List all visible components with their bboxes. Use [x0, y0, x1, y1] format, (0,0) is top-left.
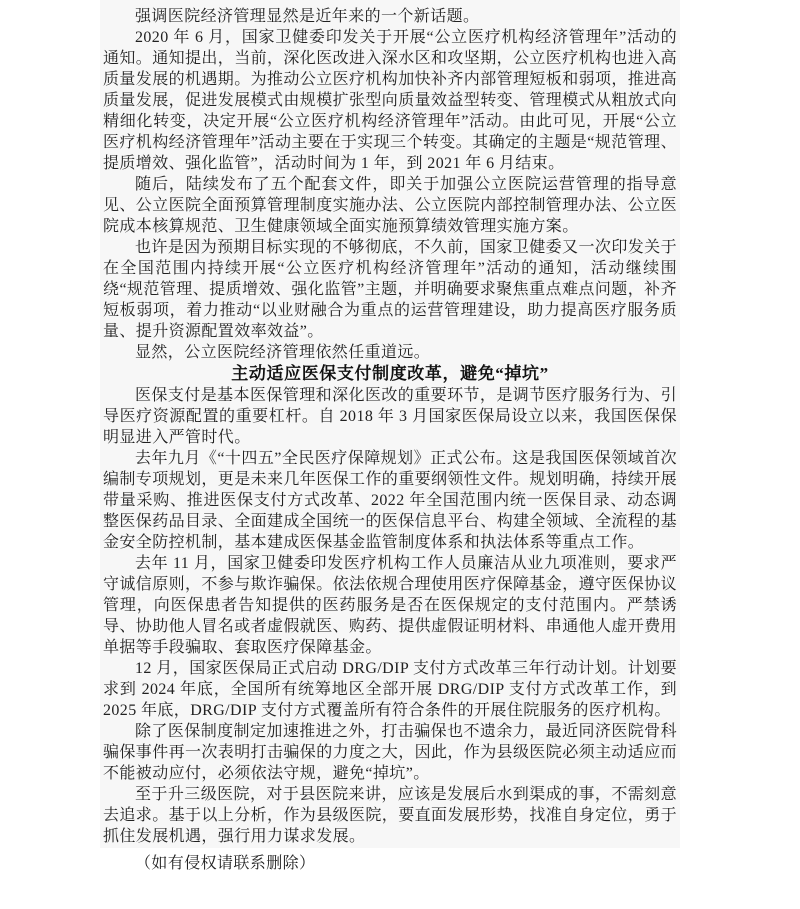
paragraph: 12 月，国家医保局正式启动 DRG/DIP 支付方式改革三年行动计划。计划要求到 2024 年底，全国所有统筹地区全部开展 DRG/DIP 支付方式改革工作，到 2025 年底，DRG/DIP 支付方式覆盖所有符合条件的开展住院服务的医疗机构。: [103, 660, 677, 719]
paragraph: 也许是因为预期目标实现的不够彻底，不久前，国家卫健委又一次印发关于在全国范围内持续开展“公立医疗机构经济管理年”活动的通知，活动继续围绕“规范管理、提质增效、强化监管”主题，并明确要求聚焦重点难点问题，补齐短板弱项，着力推动“以业财融合为重点的运营管理建设，助力提高医疗服务质量、提升资源配置效率效益”。: [103, 239, 677, 340]
disclaimer-note: （如有侵权请联系删除）: [135, 855, 316, 872]
section-heading: 主动适应医保支付制度改革，避免“掉坑”: [231, 364, 549, 383]
paragraph: 医保支付是基本医保管理和深化医改的重要环节，是调节医疗服务行为、引导医疗资源配置的重要杠杆。自 2018 年 3 月国家医保局设立以来，我国医保保明显进入严管时代。: [103, 387, 677, 446]
article-body: [100, 0, 680, 848]
paragraph: 去年九月《“十四五”全民医疗保障规划》正式公布。这是我国医保领域首次编制专项规划，更是未来几年医保工作的重要纲领性文件。规划明确，持续开展带量采购、推进医保支付方式改革、2022 年全国范围内统一医保目录、动态调整医保药品目录、全面建成全国统一的医保信息平台、构建全领域、全流程的基金安全防控机制，基本建成医保基金监管制度体系和执法体系等重点工作。: [103, 450, 678, 551]
paragraph: 显然，公立医院经济管理依然任重道远。: [135, 344, 431, 361]
paragraph: 强调医院经济管理显然是近年来的一个新话题。: [135, 8, 480, 25]
paragraph: 去年 11 月，国家卫健委印发医疗机构工作人员廉洁从业九项准则，要求严守诚信原则，不参与欺诈骗保。依法依规合理使用医疗保障基金，遵守医保协议管理，向医保患者告知提供的医药服务是否在医保规定的支付范围内。严禁诱导、协助他人冒名或者虚假就医、购药、提供虚假证明材料、串通他人虚开费用单据等手段骗取、套取医疗保障基金。: [103, 555, 678, 656]
paragraph: 至于升三级医院，对于县医院来讲，应该是发展后水到渠成的事，不需刻意去追求。基于以上分析，作为县级医院，要直面发展形势，找准自身定位，勇于抓住发展机遇，强行用力谋求发展。: [103, 786, 678, 845]
paragraph: 随后，陆续发布了五个配套文件，即关于加强公立医院运营管理的指导意见、公立医院全面预算管理制度实施办法、公立医院内部控制管理办法、公立医院成本核算规范、卫生健康领域全面实施预算绩效管理实施方案。: [103, 176, 678, 235]
paragraph: 除了医保制度制定加速推进之外，打击骗保也不遗余力，最近同济医院骨科骗保事件再一次表明打击骗保的力度之大，因此，作为县级医院必须主动适应而不能被动应付，必须依法守规，避免“掉坑”。: [103, 723, 678, 782]
paragraph: 2020 年 6 月，国家卫健委印发关于开展“公立医疗机构经济管理年”活动的通知。通知提出，当前，深化医改进入深水区和攻坚期，公立医疗机构也进入高质量发展的机遇期。为推动公立医疗机构加快补齐内部管理短板和弱项，推进高质量发展，促进发展模式由规模扩张型向质量效益型转变、管理模式从粗放式向精细化转变，决定开展“公立医疗机构经济管理年”活动。由此可见，开展“公立医疗机构经济管理年”活动主要在于实现三个转变。其确定的主题是“规范管理、提质增效、强化监管”，活动时间为 1 年，到 2021 年 6 月结束。: [103, 29, 678, 172]
